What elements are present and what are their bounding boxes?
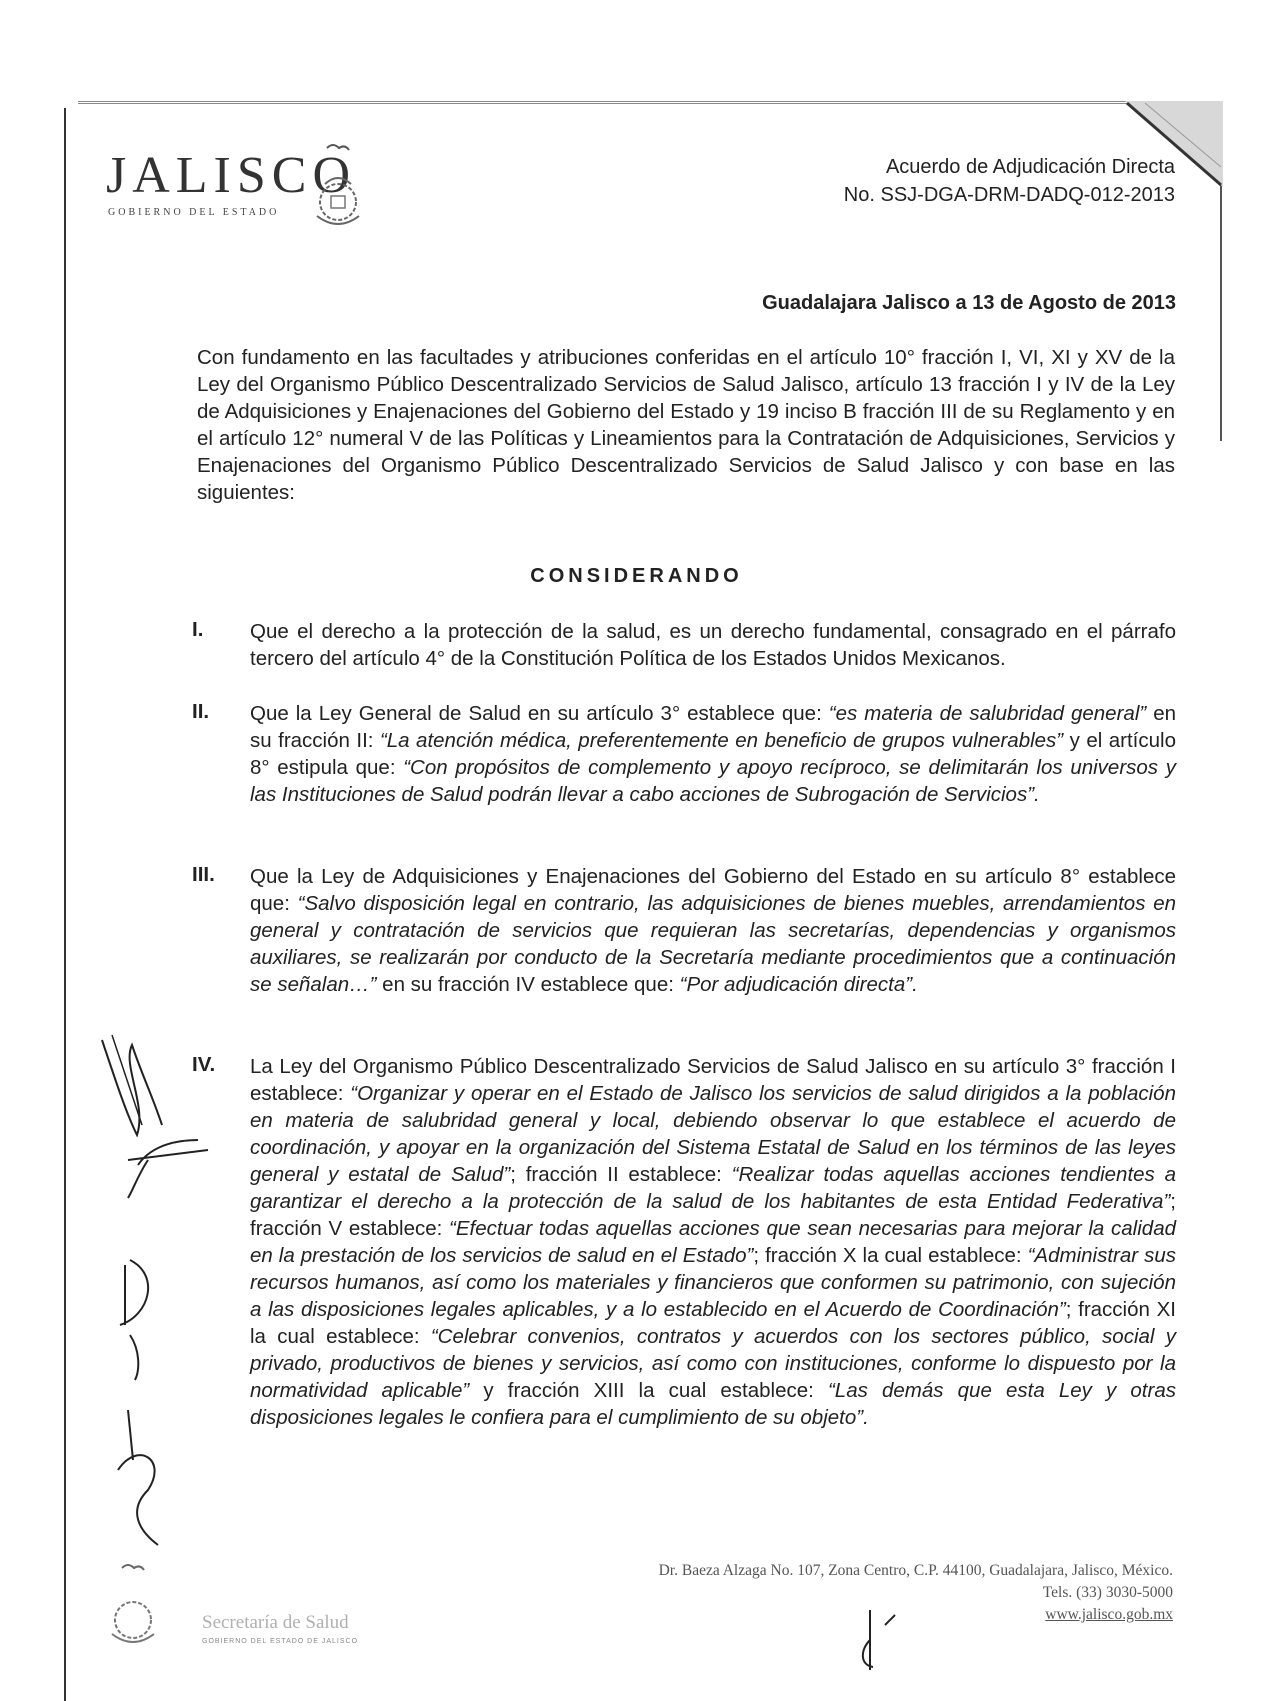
section-heading: CONSIDERANDO: [530, 565, 743, 587]
secretaria-label: Secretaría de Salud: [202, 1612, 349, 1633]
jalisco-logo: [98, 140, 378, 230]
title-line-1: Acuerdo de Adjudicación Directa: [885, 156, 1175, 178]
item-number: IV.: [192, 1053, 216, 1076]
footer-website-link[interactable]: www.jalisco.gob.mx: [1045, 1606, 1173, 1623]
intro-paragraph: Con fundamento en las facultades y atribuciones conferidas en el artículo 10° fracción I, VI, XI y XV de la Ley del Organismo Público Descentralizado Servicios de Salud Jalisco, artículo 13 fracción I y IV de la Ley de Adquisiciones y Enajenaciones del Gobierno del Estado y 19 inciso B fracción III de su Reglamento y en el artículo 12° numeral V de las Políticas y Lineamientos para la Contratación de Adquisiciones, Servicios y Enajenaciones del Organismo Público Descentralizado Servicios de Salud Jalisco y con base en las siguientes:: [197, 346, 1175, 504]
handwritten-initial-3: [100, 1255, 170, 1385]
state-seal-icon: [303, 140, 373, 232]
document-title: [844, 153, 1175, 209]
item-text: Que la Ley de Adquisiciones y Enajenaciones del Gobierno del Estado en su artículo 8° establece que: “Salvo disposición legal en contrario, las adquisiciones de bienes muebles, arrendamientos en general y contratación de servicios que requieran las secretarías, dependencias y organismos auxiliares, se realizarán por conducto de la Secretaría mediante procedimientos que a continuación se señalan…” en su fracción IV establece que: “Por adjudicación directa”.: [250, 865, 1176, 996]
footer-phone: Tels. (33) 3030-5000: [1042, 1584, 1173, 1601]
date-line: Guadalajara Jalisco a 13 de Agosto de 2013: [762, 292, 1176, 314]
item-text: La Ley del Organismo Público Descentralizado Servicios de Salud Jalisco en su artículo 3° fracción I establece: “Organizar y operar en el Estado de Jalisco los servicios de salud dirigidos a la población en materia de salubridad general y local, debiendo observar lo que establece el acuerdo de coordinación, y apoyar en la organización del Sistema Estatal de Salud en los términos de las leyes general y estatal de Salud”; fracción II establece: “Realizar todas aquellas acciones tendientes a garantizar el derecho a la protección de la salud de los habitantes de esta Entidad Federativa”; fracción V establece: “Efectuar todas aquellas acciones que sean necesarias para mejorar la calidad en la prestación de los servicios de salud en el Estado”; fracción X la cual establece: “Administrar sus recursos humanos, así como los materiales y financieros que conformen su patrimonio, con sujeción a las disposiciones legales aplicables, y a lo establecido en el Acuerdo de Coordinación”; fracción XI la cual establece: “Celebrar convenios, contratos y acuerdos con los sectores público, social y privado, productivos de bienes y servicios, así como con instituciones, conforme lo dispuesto por la normatividad aplicable” y fracción XIII la cual establece: “Las demás que esta Ley y otras disposiciones legales le confiera para el cumplimiento de su objeto”.: [250, 1055, 1176, 1429]
item-number: I.: [192, 618, 204, 641]
footer-logo: [98, 1562, 388, 1652]
logo-subtext: GOBIERNO DEL ESTADO: [108, 207, 280, 218]
logo-wordmark: JALISCO: [106, 147, 357, 204]
title-line-2: No. SSJ-DGA-DRM-DADQ-012-2013: [843, 184, 1175, 206]
footer-seal-icon: [98, 1562, 168, 1652]
item-text: Que el derecho a la protección de la salud, es un derecho fundamental, consagrado en el párrafo tercero del artículo 4° de la Constitución Política de los Estados Unidos Mexicanos.: [250, 620, 1176, 670]
handwritten-initial-2: [118, 1120, 218, 1200]
handwritten-initial-4: [108, 1400, 178, 1550]
footer-contact: [659, 1560, 1173, 1626]
footer-address: Dr. Baeza Alzaga No. 107, Zona Centro, C.P. 44100, Guadalajara, Jalisco, México.: [658, 1562, 1173, 1579]
item-text: Que la Ley General de Salud en su artículo 3° establece que: “es materia de salubridad general” en su fracción II: “La atención médica, preferentemente en beneficio de grupos vulnerables” y el artículo 8° estipula que: “Con propósitos de complemento y apoyo recíproco, se delimitarán los universos y las Instituciones de Salud podrán llevar a cabo acciones de Subrogación de Servicios”.: [250, 702, 1176, 806]
page-frame-left: [64, 108, 66, 1701]
item-number: II.: [192, 700, 210, 723]
item-number: III.: [192, 863, 215, 886]
secretaria-subtext: GOBIERNO DEL ESTADO DE JALISCO: [202, 1638, 359, 1645]
page-frame-top: [78, 101, 1222, 104]
